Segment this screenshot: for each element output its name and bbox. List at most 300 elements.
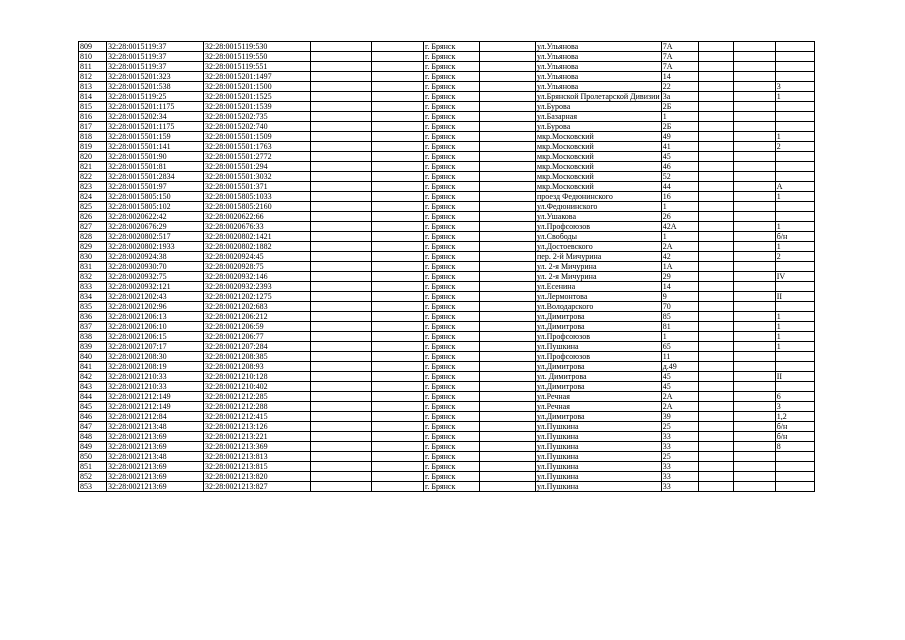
empty-cell-c [480, 312, 536, 322]
empty-cell-c [480, 92, 536, 102]
empty-cell-d [698, 162, 733, 172]
cadastral-number-cell: 32:28:0021206:212 [204, 312, 311, 322]
table-row [79, 462, 815, 472]
empty-cell-b [372, 392, 424, 402]
house-cell: 7А [661, 52, 698, 62]
source-cadastral-cell: 32:28:0021213:69 [107, 472, 204, 482]
empty-cell-a [311, 312, 372, 322]
empty-cell-d [698, 352, 733, 362]
city-cell: г. Брянск [424, 282, 480, 292]
empty-cell-c [480, 152, 536, 162]
city-cell: г. Брянск [424, 412, 480, 422]
street-cell: ул.Ульянова [536, 72, 662, 82]
empty-cell-e [733, 272, 775, 282]
empty-cell-a [311, 42, 372, 52]
source-cadastral-cell: 32:28:0021213:48 [107, 422, 204, 432]
city-cell: г. Брянск [424, 362, 480, 372]
row-number-cell: 842 [79, 372, 107, 382]
street-cell: ул.Лермонтова [536, 292, 662, 302]
cadastral-number-cell: 32:28:0015201:1500 [204, 82, 311, 92]
premises-cell: б/н [775, 422, 814, 432]
street-cell: ул.Пушкина [536, 482, 662, 492]
table-row [79, 482, 815, 492]
empty-cell-d [698, 462, 733, 472]
table-row [79, 352, 815, 362]
empty-cell-b [372, 282, 424, 292]
street-cell: ул.Брянской Пролетарской Дивизии [537, 92, 660, 101]
empty-cell-e [733, 392, 775, 402]
cadastral-number-cell: 32:28:0021208:93 [204, 362, 311, 372]
empty-cell-a [311, 382, 372, 392]
premises-cell: II [775, 372, 814, 382]
empty-cell-b [372, 182, 424, 192]
registry-table [78, 41, 815, 492]
row-number-cell: 844 [79, 392, 107, 402]
street-cell: ул.Федюнинского [536, 202, 662, 212]
empty-cell-b [372, 272, 424, 282]
premises-cell [775, 472, 814, 482]
city-cell: г. Брянск [424, 122, 480, 132]
empty-cell-b [372, 242, 424, 252]
street-cell: ул. 2-я Мичурина [536, 262, 662, 272]
empty-cell-b [372, 142, 424, 152]
empty-cell-d [698, 72, 733, 82]
street-cell: проезд Федюнинского [536, 192, 662, 202]
empty-cell-c [480, 412, 536, 422]
table-row [79, 432, 815, 442]
table-row [79, 222, 815, 232]
cadastral-number-cell: 32:28:0015805:1033 [204, 192, 311, 202]
house-cell: 41 [661, 142, 698, 152]
city-cell: г. Брянск [424, 332, 480, 342]
table-row [79, 362, 815, 372]
table-row [79, 382, 815, 392]
empty-cell-a [311, 192, 372, 202]
house-cell: 45 [661, 372, 698, 382]
empty-cell-a [311, 372, 372, 382]
cadastral-number-cell: 32:28:0015501:294 [204, 162, 311, 172]
city-cell: г. Брянск [424, 102, 480, 112]
empty-cell-b [372, 222, 424, 232]
empty-cell-d [698, 82, 733, 92]
empty-cell-d [698, 42, 733, 52]
city-cell: г. Брянск [424, 72, 480, 82]
empty-cell-d [698, 382, 733, 392]
premises-cell: 3 [775, 82, 814, 92]
cadastral-number-cell: 32:28:0021202:683 [204, 302, 311, 312]
empty-cell-b [372, 342, 424, 352]
empty-cell-d [698, 442, 733, 452]
house-cell: 9 [661, 292, 698, 302]
empty-cell-c [480, 422, 536, 432]
premises-cell: 2 [775, 252, 814, 262]
row-number-cell: 838 [79, 332, 107, 342]
source-cadastral-cell: 32:28:0021212:149 [107, 392, 204, 402]
row-number-cell: 815 [79, 102, 107, 112]
empty-cell-a [311, 262, 372, 272]
source-cadastral-cell: 32:28:0015119:37 [107, 42, 204, 52]
premises-cell [775, 72, 814, 82]
empty-cell-b [372, 192, 424, 202]
table-row [79, 182, 815, 192]
source-cadastral-cell: 32:28:0021208:30 [107, 352, 204, 362]
empty-cell-e [733, 472, 775, 482]
house-cell: 45 [661, 382, 698, 392]
street-cell: мкр.Московский [536, 142, 662, 152]
empty-cell-e [733, 412, 775, 422]
row-number-cell: 833 [79, 282, 107, 292]
empty-cell-b [372, 372, 424, 382]
empty-cell-a [311, 422, 372, 432]
empty-cell-e [733, 192, 775, 202]
cadastral-number-cell: 32:28:0021213:221 [204, 432, 311, 442]
street-cell: ул.Базарная [536, 112, 662, 122]
empty-cell-b [372, 462, 424, 472]
cadastral-number-cell: 32:28:0015202:740 [204, 122, 311, 132]
empty-cell-e [733, 322, 775, 332]
premises-cell: 1 [775, 242, 814, 252]
empty-cell-b [372, 92, 424, 102]
empty-cell-e [733, 342, 775, 352]
empty-cell-c [480, 252, 536, 262]
table-row [79, 172, 815, 182]
empty-cell-d [698, 302, 733, 312]
street-cell: ул.Пушкина [536, 432, 662, 442]
cadastral-number-cell: 32:28:0021213:369 [204, 442, 311, 452]
street-cell: ул.Профсоюзов [536, 332, 662, 342]
source-cadastral-cell: 32:28:0021213:69 [107, 442, 204, 452]
premises-cell [775, 482, 814, 492]
premises-cell: 1 [775, 332, 814, 342]
empty-cell-c [480, 142, 536, 152]
empty-cell-c [480, 72, 536, 82]
empty-cell-e [733, 162, 775, 172]
cadastral-number-cell: 32:28:0020924:45 [204, 252, 311, 262]
empty-cell-d [698, 142, 733, 152]
city-cell: г. Брянск [424, 302, 480, 312]
cadastral-number-cell: 32:28:0021202:1275 [204, 292, 311, 302]
empty-cell-a [311, 392, 372, 402]
source-cadastral-cell: 32:28:0021213:69 [107, 482, 204, 492]
cadastral-number-cell: 32:28:0020932:2393 [204, 282, 311, 292]
cadastral-number-cell: 32:28:0015119:550 [204, 52, 311, 62]
empty-cell-d [698, 362, 733, 372]
city-cell: г. Брянск [424, 312, 480, 322]
source-cadastral-cell: 32:28:0021206:13 [107, 312, 204, 322]
table-row [79, 452, 815, 462]
row-number-cell: 847 [79, 422, 107, 432]
row-number-cell: 825 [79, 202, 107, 212]
premises-cell: II [775, 292, 814, 302]
empty-cell-b [372, 382, 424, 392]
street-cell: ул.Ульянова [536, 52, 662, 62]
empty-cell-b [372, 482, 424, 492]
empty-cell-e [733, 222, 775, 232]
house-cell: 1 [661, 202, 698, 212]
empty-cell-e [733, 402, 775, 412]
row-number-cell: 827 [79, 222, 107, 232]
house-cell: 45 [661, 152, 698, 162]
cadastral-number-cell: 32:28:0015805:2160 [204, 202, 311, 212]
table-row [79, 192, 815, 202]
empty-cell-b [372, 322, 424, 332]
empty-cell-b [372, 452, 424, 462]
city-cell: г. Брянск [424, 132, 480, 142]
house-cell: 2Б [661, 102, 698, 112]
empty-cell-c [480, 482, 536, 492]
empty-cell-e [733, 302, 775, 312]
table-row [79, 102, 815, 112]
empty-cell-a [311, 212, 372, 222]
city-cell: г. Брянск [424, 272, 480, 282]
row-number-cell: 848 [79, 432, 107, 442]
house-cell: 7А [661, 42, 698, 52]
empty-cell-d [698, 182, 733, 192]
empty-cell-c [480, 342, 536, 352]
premises-cell: 1 [775, 322, 814, 332]
cadastral-number-cell: 32:28:0015119:551 [204, 62, 311, 72]
source-cadastral-cell: 32:28:0020676:29 [107, 222, 204, 232]
empty-cell-b [372, 302, 424, 312]
city-cell: г. Брянск [424, 402, 480, 412]
street-cell: ул.Димитрова [536, 322, 662, 332]
source-cadastral-cell: 32:28:0020924:38 [107, 252, 204, 262]
cadastral-number-cell: 32:28:0021213:126 [204, 422, 311, 432]
empty-cell-b [372, 82, 424, 92]
table-row [79, 392, 815, 402]
row-number-cell: 829 [79, 242, 107, 252]
premises-cell [775, 62, 814, 72]
street-cell: ул.Ульянова [536, 42, 662, 52]
table-row [79, 72, 815, 82]
empty-cell-e [733, 52, 775, 62]
table-row [79, 152, 815, 162]
row-number-cell: 835 [79, 302, 107, 312]
street-cell: ул.Пушкина [536, 462, 662, 472]
house-cell: 33 [661, 432, 698, 442]
table-row [79, 52, 815, 62]
empty-cell-e [733, 462, 775, 472]
house-cell: 7А [661, 62, 698, 72]
house-cell: 2Б [661, 122, 698, 132]
street-cell: ул.Ульянова [536, 62, 662, 72]
table-row [79, 322, 815, 332]
street-cell: мкр.Московский [536, 162, 662, 172]
empty-cell-a [311, 72, 372, 82]
street-cell: ул.Речная [536, 402, 662, 412]
row-number-cell: 849 [79, 442, 107, 452]
empty-cell-d [698, 232, 733, 242]
row-number-cell: 853 [79, 482, 107, 492]
empty-cell-e [733, 262, 775, 272]
empty-cell-c [480, 462, 536, 472]
cadastral-number-cell: 32:28:0015501:3032 [204, 172, 311, 182]
source-cadastral-cell: 32:28:0021208:19 [107, 362, 204, 372]
empty-cell-b [372, 52, 424, 62]
premises-cell [775, 52, 814, 62]
premises-cell: б/н [775, 432, 814, 442]
street-cell: ул.Достоевского [536, 242, 662, 252]
street-cell: ул. Димитрова [536, 372, 662, 382]
empty-cell-d [698, 292, 733, 302]
city-cell: г. Брянск [424, 252, 480, 262]
table-row [79, 412, 815, 422]
empty-cell-e [733, 72, 775, 82]
house-cell: 42А [661, 222, 698, 232]
table-row [79, 212, 815, 222]
empty-cell-a [311, 232, 372, 242]
empty-cell-e [733, 102, 775, 112]
empty-cell-a [311, 142, 372, 152]
empty-cell-c [480, 362, 536, 372]
empty-cell-d [698, 202, 733, 212]
source-cadastral-cell: 32:28:0021210:33 [107, 382, 204, 392]
empty-cell-d [698, 112, 733, 122]
table-row [79, 62, 815, 72]
house-cell: 52 [661, 172, 698, 182]
empty-cell-d [698, 432, 733, 442]
street-cell: мкр.Московский [536, 132, 662, 142]
house-cell: 49 [661, 132, 698, 142]
empty-cell-c [480, 42, 536, 52]
source-cadastral-cell: 32:28:0020622:42 [107, 212, 204, 222]
empty-cell-b [372, 132, 424, 142]
empty-cell-a [311, 482, 372, 492]
empty-cell-c [480, 172, 536, 182]
city-cell: г. Брянск [424, 292, 480, 302]
cadastral-number-cell: 32:28:0015119:530 [204, 42, 311, 52]
empty-cell-e [733, 362, 775, 372]
empty-cell-a [311, 362, 372, 372]
table-row [79, 292, 815, 302]
empty-cell-e [733, 42, 775, 52]
empty-cell-c [480, 212, 536, 222]
city-cell: г. Брянск [424, 442, 480, 452]
empty-cell-b [372, 312, 424, 322]
empty-cell-c [480, 162, 536, 172]
empty-cell-d [698, 242, 733, 252]
city-cell: г. Брянск [424, 452, 480, 462]
empty-cell-d [698, 412, 733, 422]
premises-cell [775, 122, 814, 132]
empty-cell-c [480, 182, 536, 192]
premises-cell: 1 [775, 312, 814, 322]
house-cell: 22 [661, 82, 698, 92]
empty-cell-d [698, 372, 733, 382]
empty-cell-b [372, 422, 424, 432]
empty-cell-e [733, 482, 775, 492]
premises-cell: А [775, 182, 814, 192]
empty-cell-a [311, 282, 372, 292]
street-cell: ул.Димитрова [536, 312, 662, 322]
premises-cell: 3 [775, 402, 814, 412]
house-cell: 33 [661, 442, 698, 452]
cadastral-number-cell: 32:28:0021213:827 [204, 482, 311, 492]
empty-cell-c [480, 132, 536, 142]
city-cell: г. Брянск [424, 482, 480, 492]
row-number-cell: 830 [79, 252, 107, 262]
source-cadastral-cell: 32:28:0020930:70 [107, 262, 204, 272]
premises-cell: б/н [775, 232, 814, 242]
empty-cell-a [311, 452, 372, 462]
empty-cell-c [480, 392, 536, 402]
city-cell: г. Брянск [424, 352, 480, 362]
house-cell: 25 [661, 452, 698, 462]
premises-cell: 8 [775, 442, 814, 452]
empty-cell-a [311, 112, 372, 122]
empty-cell-e [733, 382, 775, 392]
premises-cell [775, 362, 814, 372]
city-cell: г. Брянск [424, 372, 480, 382]
empty-cell-a [311, 402, 372, 412]
empty-cell-d [698, 332, 733, 342]
empty-cell-b [372, 62, 424, 72]
city-cell: г. Брянск [424, 92, 480, 102]
empty-cell-a [311, 202, 372, 212]
source-cadastral-cell: 32:28:0015501:90 [107, 152, 204, 162]
row-number-cell: 821 [79, 162, 107, 172]
empty-cell-e [733, 132, 775, 142]
empty-cell-c [480, 202, 536, 212]
street-cell: ул.Димитрова [536, 382, 662, 392]
premises-cell [775, 352, 814, 362]
city-cell: г. Брянск [424, 382, 480, 392]
empty-cell-b [372, 362, 424, 372]
empty-cell-c [480, 382, 536, 392]
empty-cell-c [480, 292, 536, 302]
street-cell: ул.Пушкина [536, 442, 662, 452]
empty-cell-b [372, 162, 424, 172]
row-number-cell: 817 [79, 122, 107, 132]
empty-cell-d [698, 222, 733, 232]
empty-cell-d [698, 322, 733, 332]
city-cell: г. Брянск [424, 342, 480, 352]
empty-cell-b [372, 172, 424, 182]
empty-cell-b [372, 212, 424, 222]
empty-cell-d [698, 132, 733, 142]
house-cell: 70 [661, 302, 698, 312]
source-cadastral-cell: 32:28:0015119:37 [107, 62, 204, 72]
street-cell: ул.Пушкина [536, 422, 662, 432]
empty-cell-a [311, 292, 372, 302]
empty-cell-d [698, 62, 733, 72]
empty-cell-b [372, 72, 424, 82]
empty-cell-d [698, 172, 733, 182]
table-row [79, 402, 815, 412]
table-row [79, 82, 815, 92]
empty-cell-d [698, 152, 733, 162]
street-cell: пер. 2-й Мичурина [536, 252, 662, 262]
premises-cell [775, 452, 814, 462]
empty-cell-c [480, 402, 536, 412]
house-cell: 3а [661, 92, 698, 102]
empty-cell-e [733, 422, 775, 432]
premises-cell: 1 [775, 222, 814, 232]
empty-cell-c [480, 332, 536, 342]
row-number-cell: 823 [79, 182, 107, 192]
source-cadastral-cell: 32:28:0021206:15 [107, 332, 204, 342]
empty-cell-d [698, 422, 733, 432]
row-number-cell: 816 [79, 112, 107, 122]
table-row [79, 112, 815, 122]
table-row [79, 42, 815, 52]
empty-cell-a [311, 412, 372, 422]
city-cell: г. Брянск [424, 152, 480, 162]
city-cell: г. Брянск [424, 392, 480, 402]
empty-cell-c [480, 222, 536, 232]
source-cadastral-cell: 32:28:0015805:102 [107, 202, 204, 212]
city-cell: г. Брянск [424, 142, 480, 152]
